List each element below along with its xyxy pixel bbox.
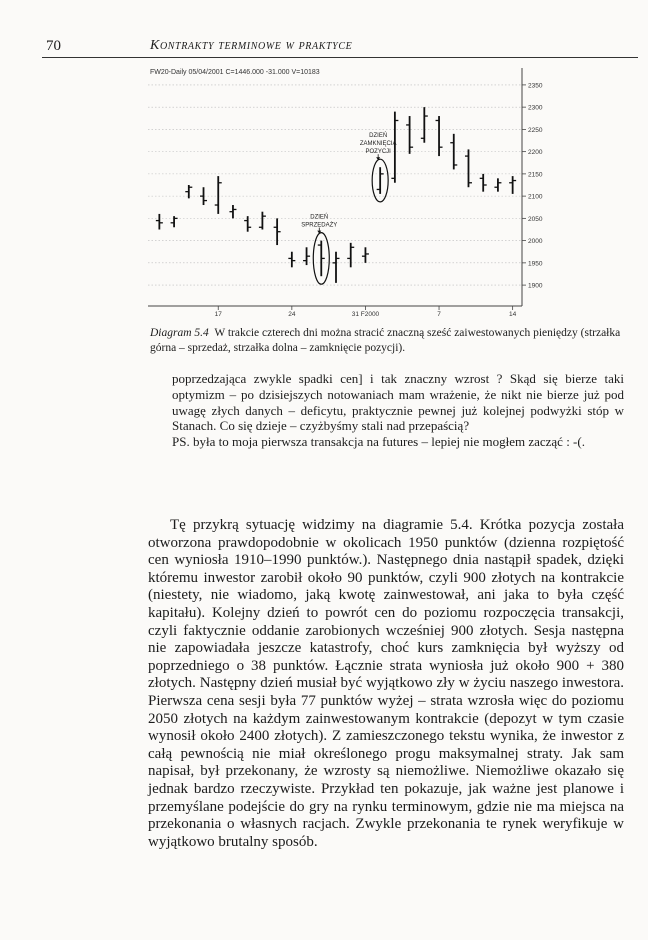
ohlc-bar [303,247,310,265]
ohlc-bar [494,178,501,191]
x-tick-label: 14 [509,311,517,318]
ohlc-bar [406,116,413,154]
ohlc-bar [171,216,178,227]
gridlines [148,85,522,285]
ohlc-bar [362,247,369,263]
annotation-label: DZIEŃ [369,133,388,140]
ohlc-bar [436,116,443,156]
y-tick-label: 2200 [528,149,543,157]
caption-label: Diagram 5.4 [150,327,209,339]
price-bars [156,107,516,283]
x-tick-label: 17 [214,311,222,318]
running-head: Kontrakty terminowe w praktyce [150,38,353,53]
ohlc-bar [465,149,472,187]
figure-caption [150,326,624,356]
ohlc-bar [421,107,428,143]
body-text [148,517,624,851]
ohlc-bar [259,212,266,230]
annotations [301,132,396,284]
ohlc-bar [200,187,207,205]
y-tick-label: 2000 [528,238,543,246]
caption-text: W trakcie czterech dni można stracić znaczną sześć zaiwestowanych pieniędzy (strzałka górna – sprzedaż, strzałka dolna – zamknięcie pozycji). [150,327,621,354]
axis-ticks [215,82,543,318]
y-tick-label: 2150 [528,171,543,179]
ohlc-bar [480,174,487,192]
annotation-label: DZIEŃ [310,214,329,221]
ohlc-bar [509,176,516,194]
ohlc-bar [333,252,340,283]
header-rule [42,57,638,58]
quote-paragraph: poprzedzająca zwykle spadki cen] i tak znaczny wzrost ? Skąd się bierze taki optymizm – po dzisiejszych notowaniach mam wrażenie, że nikt nie bierze już pod uwagę złych danych – deficytu, praktycznie pewnej już kolejnej podwyżki stóp w Stanach. Co się dzieje – czyżbyśmy stali nad przepaścią? [172,371,624,434]
page-number: 70 [46,38,61,54]
ohlc-bar [377,167,384,194]
ohlc-bar [274,218,281,245]
y-tick-label: 2300 [528,104,543,112]
body-paragraph: Tę przykrą sytuację widzimy na diagramie 5.4. Krótka pozycja została otworzona prawdopodobnie w okolicach 1950 punktów (dzienna rozpiętość cen wyniosła 1910–1990 punktów.). Następnego dnia nastąpił spadek, dzięki któremu inwestor zarobił około 90 punktów, czyli 900 złotych na kontrakcie (niestety, nie wiadomo, jaką kwotę zainwestował, ani jaka to była część kapitału). Kolejny dzień to powrót cen do poziomu rozpoczęcia transakcji, czyli faktycznie oddanie zarobionych wcześniej 900 złotych. Sesja następna nie zapowiadała jeszcze katastrofy, choć kurs zamknięcia był wyższy od poprzedniego o 38 punktów. Łącznie strata wyniosła już około 900 + 380 złotych. Następny dzień musiał być wyjątkowo zły w życiu naszego inwestora. Pierwsza cena sesji była 77 punktów wyżej – strata wzrosła więc do poziomu 2050 złotych na każdym zainwestowanym kontrakcie (depozyt w tym czasie wynosił około 2400 złotych). Z zamieszczonego tekstu wynika, że inwestor z całą pewnością nie miał określonego progu maksymalnej straty. Jak sam napisał, był przekonany, że wzrosty są niemożliwe. Niemożliwe okazało się jednak bardzo rzeczywiste. Przykład ten pokazuje, jak ważne jest planowe i przemyślane podejście do gry na rynku terminowym, gdzie nie ma miejsca na przekonania o własnych racjach. Zwykle przekonania te rynek weryfikuje w wyjątkowo brutalny sposób. [148,517,624,850]
x-tick-label: 31 F2000 [351,311,380,318]
y-tick-label: 2100 [528,193,543,201]
annotation-label: POZYCJI [365,149,391,156]
y-tick-label: 1950 [528,260,543,268]
x-tick-label: 24 [288,311,296,318]
annotation-label: ZAMKNIĘCIA [359,141,397,148]
chart-title: FW20-Daily 05/04/2001 C=1446.000 -31.000 V=10183 [150,69,320,76]
y-tick-label: 2250 [528,126,543,134]
ohlc-bar [347,243,354,267]
ohlc-bar [215,176,222,214]
quote-postscript: PS. była to moja pierwsza transakcja na futures – lepiej nie mogłem zacząć : -(. [172,434,585,450]
x-tick-label: 7 [437,311,441,318]
ohlc-chart [140,62,560,320]
ohlc-bar [288,252,295,268]
y-tick-label: 2050 [528,215,543,223]
y-tick-label: 2350 [528,82,543,90]
ohlc-bar [229,205,236,218]
quoted-passage [172,371,624,450]
ohlc-bar [318,241,325,277]
annotation-label: SPRZEDAŻY [301,222,338,229]
y-tick-label: 1900 [528,282,543,290]
ohlc-bar [156,214,163,230]
